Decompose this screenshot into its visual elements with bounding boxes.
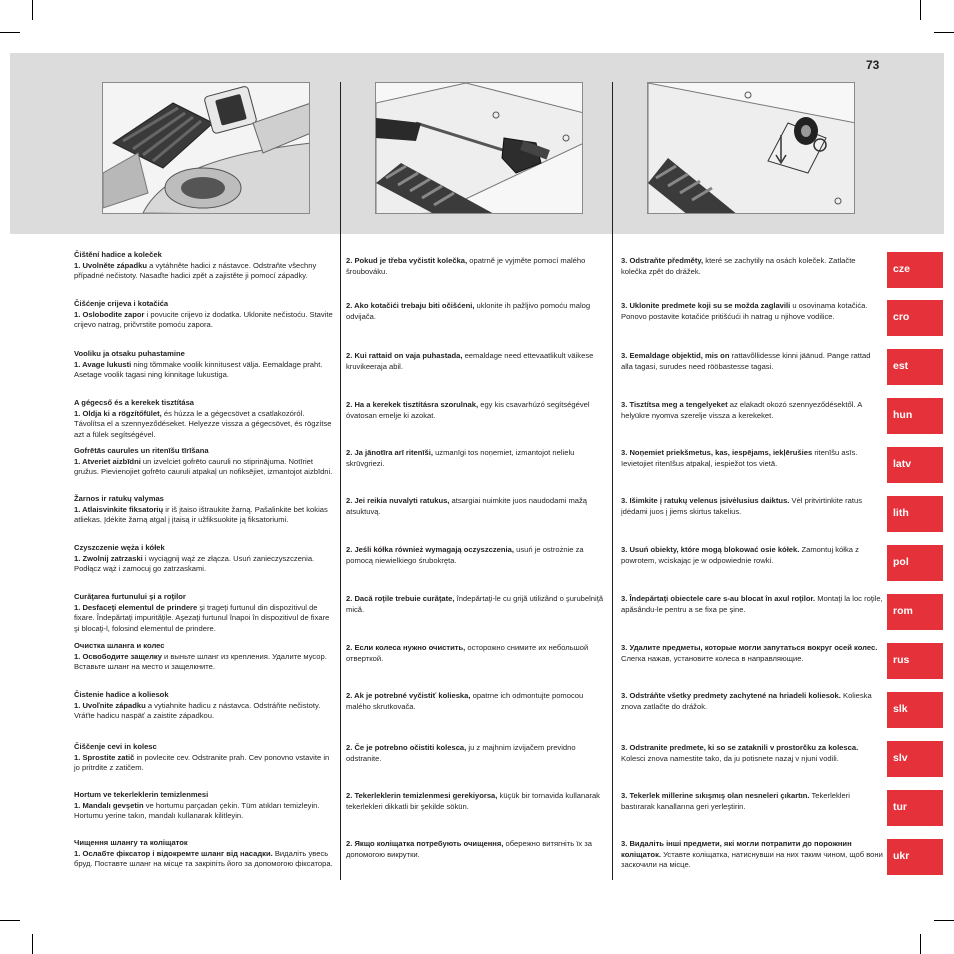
section-title: Gofrētās caurules un ritenīšu tīrīšana xyxy=(74,446,209,455)
instruction-block-rom xyxy=(346,594,608,615)
step-text: şi trageţi furtunul din dispozitivul de fixare. Îndepărtaţi impurităţile. Aşezaţi furtunul înapoi în dispozitivul de fixare şi blocaţi-l, folosind elementul de prindere. xyxy=(74,602,330,633)
instruction-block-rus xyxy=(621,643,883,664)
step-lead: 2. Pokud je třeba vyčistit kolečka, xyxy=(346,256,468,265)
language-tab-lith: lith xyxy=(887,496,943,532)
instruction-block-cze xyxy=(74,250,336,282)
section-title: Чищення шлангу та коліщаток xyxy=(74,838,188,847)
illustration-hose-release xyxy=(102,82,310,214)
instruction-block-lith xyxy=(621,496,883,517)
step-lead: 2. Ha a kerekek tisztításra szorulnak, xyxy=(346,400,479,409)
step-text: az elakadt okozó szennyeződésektől. A helyükre nyomva szerelje vissza a kerekeket. xyxy=(621,400,862,420)
instruction-block-lith xyxy=(74,494,336,526)
crop-mark xyxy=(934,920,954,921)
step-text: Уставте коліщатка, натиснувши на них таким чином, щоб вони заскочили на місце. xyxy=(621,849,883,870)
instruction-block-cro xyxy=(621,301,883,322)
step-lead: 1. Desfaceţi elementul de prindere xyxy=(74,602,198,612)
step-lead: 3. Odstraňte předměty, xyxy=(621,256,704,265)
instruction-block-cro xyxy=(346,301,608,322)
step-text: usuń je ostrożnie za pomocą niewielkiego śrubokręta. xyxy=(346,545,584,565)
step-lead: 2. Ak je potrebné vyčistiť kolieska, xyxy=(346,691,471,700)
section-title: Curăţarea furtunului şi a roţilor xyxy=(74,592,186,601)
instruction-block-pol xyxy=(346,545,608,566)
step-text: rattavõllidesse kinni jäänud. Pange rattad alla tagasi, surudes need rööbastesse tagasi. xyxy=(621,351,871,371)
instruction-block-slv xyxy=(621,743,883,764)
step-lead: 2. Tekerleklerin temizlenmesi gerekiyorsa, xyxy=(346,791,498,800)
step-lead: 3. Usuń obiekty, które mogą blokować osie kółek. xyxy=(621,545,800,554)
instruction-block-latv xyxy=(74,446,336,478)
step-lead: 1. Oldja ki a rögzítőfület, xyxy=(74,408,162,418)
section-title: A gégecső és a kerekek tisztítása xyxy=(74,398,195,407)
column-divider xyxy=(340,82,341,880)
language-tab-tur: tur xyxy=(887,790,943,826)
section-title: Hortum ve tekerleklerin temizlenmesi xyxy=(74,790,209,799)
language-tab-slk: slk xyxy=(887,692,943,728)
instruction-block-latv xyxy=(346,448,608,469)
crop-mark xyxy=(920,0,921,20)
step-text: Слегка нажав, установите колеса в направляющие. xyxy=(621,653,804,663)
step-text: Tekerlekleri bastırarak kanallarına geri yerleştirin. xyxy=(621,791,850,811)
instruction-block-hun xyxy=(346,400,608,421)
language-tab-rom: rom xyxy=(887,594,943,630)
step-text: Zamontuj kółka z powrotem, wciskając je w odpowiednie rowki. xyxy=(621,545,859,565)
step-lead: 2. Jei reikia nuvalyti ratukus, xyxy=(346,496,450,505)
section-title: Čišćenje crijeva i kotačića xyxy=(74,299,169,308)
step-text: un izvelciet gofrēto cauruli no stiprinājuma. Notīriet gružus. Pievienojiet gofrēto cauruli atpakaļ un nofiksējiet, izmantojot aizbīdni. xyxy=(74,456,333,477)
step-lead: 2. Dacă roţile trebuie curăţate, xyxy=(346,594,455,603)
crop-mark xyxy=(32,934,33,954)
section-title: Čistenie hadice a koliesok xyxy=(74,690,169,699)
step-text: egy kis csavarhúzó segítségével óvatosan emelje ki azokat. xyxy=(346,400,590,420)
step-lead: 2. Jeśli kółka również wymagają oczyszczenia, xyxy=(346,545,514,554)
section-title: Vooliku ja otsaku puhastamine xyxy=(74,349,185,358)
page-number: 73 xyxy=(866,58,880,72)
step-text: a vytáhněte hadici z nástavce. Odstraňte všechny případné nečistoty. Nasaďte hadici zpět a zajistěte ji pomocí západky. xyxy=(74,260,317,281)
step-text: Vėl pritvirtinkite ratus įdėdami juos į jiems skirtus takelius. xyxy=(621,496,862,516)
step-lead: 3. Tekerlek millerine sıkışmış olan nesneleri çıkartın. xyxy=(621,791,810,800)
step-lead: 3. Eemaldage objektid, mis on xyxy=(621,351,730,360)
instruction-block-slv xyxy=(346,743,608,764)
step-text: opatrně je vyjměte pomocí malého šroubováku. xyxy=(346,256,586,276)
step-text: Kolesci znova namestite tako, da ju potisnete nazaj v njuni vodili. xyxy=(621,753,839,763)
step-lead: 3. Odstráňte všetky predmety zachytené na hriadeli koliesok. xyxy=(621,691,841,700)
instruction-block-cro xyxy=(74,299,336,331)
instruction-block-rus xyxy=(74,641,336,673)
step-lead: 3. Удалите предметы, которые могли запутаться вокруг осей колес. xyxy=(621,643,878,652)
language-tab-hun: hun xyxy=(887,398,943,434)
step-lead: 3. Noņemiet priekšmetus, kas, iespējams, iekļērušies xyxy=(621,448,813,457)
step-text: uklonite ih pažljivo pomoću malog odvijača. xyxy=(346,301,591,321)
step-text: uzmanīgi tos noņemiet, izmantojot nelielu skrūvgriezi. xyxy=(346,448,575,468)
language-tab-slv: slv xyxy=(887,741,943,777)
column-divider xyxy=(612,82,613,880)
step-text: opatrne ich odmontujte pomocou malého skrutkovača. xyxy=(346,691,584,711)
step-text: küçük bir tornavida kullanarak tekerlekleri dikkatli bir şekilde sökün. xyxy=(346,791,600,811)
step-lead: 2. Če je potrebno očistiti kolesca, xyxy=(346,743,467,752)
instruction-block-slk xyxy=(346,691,608,712)
step-text: осторожно снимите их небольшой отверткой. xyxy=(346,643,589,663)
language-tab-rus: rus xyxy=(887,643,943,679)
step-lead: 1. Ослабте фіксатор і відокремте шланг від насадки. xyxy=(74,848,273,858)
instruction-block-tur xyxy=(346,791,608,812)
step-lead: 2. Ako kotačići trebaju biti očišćeni, xyxy=(346,301,475,310)
step-text: ritenīšu asīs. Ievietojiet ritenīšus atpakaļ, iespiežot tos vietā. xyxy=(621,448,858,468)
step-text: eemaldage need ettevaatlikult väikese kruvikeeraja abil. xyxy=(346,351,594,371)
crop-mark xyxy=(934,32,954,33)
step-lead: 1. Uvolněte západku xyxy=(74,260,148,270)
instruction-block-tur xyxy=(621,791,883,812)
instruction-block-rom xyxy=(74,592,336,634)
section-title: Čiščenje cevi in kolesc xyxy=(74,742,157,751)
instruction-block-rus xyxy=(346,643,608,664)
step-lead: 1. Uvoľnite západku xyxy=(74,700,146,710)
step-text: Kolieska znova zatlačte do drážok. xyxy=(621,691,872,711)
language-tab-cze: cze xyxy=(887,252,943,288)
section-title: Žarnos ir ratukų valymas xyxy=(74,494,164,503)
language-tab-pol: pol xyxy=(887,545,943,581)
section-title: Очистка шланга и колес xyxy=(74,641,165,650)
instruction-block-ukr xyxy=(74,838,336,870)
step-text: atsargiai nuimkite juos naudodami mažą atsuktuvą. xyxy=(346,496,588,516)
step-lead: 2. Якщо коліщатка потребують очищення, xyxy=(346,839,504,848)
instruction-block-est xyxy=(621,351,883,372)
step-lead: 1. Atlaisvinkite fiksatorių xyxy=(74,504,164,514)
step-text: ve hortumu parçadan çekin. Tüm atıkları temizleyin. Hortumu yerine takın, mandalı kullanarak kilitleyin. xyxy=(74,800,320,821)
step-text: in povlecite cev. Odstranite prah. Cev ponovno vstavite in jo pritrdite z zatičem. xyxy=(74,752,330,773)
instruction-block-tur xyxy=(74,790,336,822)
crop-mark xyxy=(0,32,20,33)
step-lead: 3. Îndepărtaţi obiectele care s-au blocat în axul roţilor. xyxy=(621,594,816,603)
language-tab-latv: latv xyxy=(887,447,943,483)
language-tab-ukr: ukr xyxy=(887,839,943,875)
instruction-block-ukr xyxy=(621,839,883,871)
step-text: Montaţi la loc roţile, apăsându-le pentru a se fixa pe şine. xyxy=(621,594,883,614)
step-lead: 3. Tisztítsa meg a tengelyeket xyxy=(621,400,728,409)
step-lead: 3. Išimkite į ratukų velenus įsivėlusius daiktus. xyxy=(621,496,790,505)
step-text: i povucite crijevo iz dodatka. Uklonite nečistoću. Stavite crijevo natrag, pričvrstite pomoću zapora. xyxy=(74,309,333,330)
step-lead: 1. Освободите защелку xyxy=(74,651,162,661)
instruction-block-cze xyxy=(346,256,608,277)
step-text: které se zachytily na osách koleček. Zatlačte kolečka zpět do drážek. xyxy=(621,256,856,276)
instruction-block-slv xyxy=(74,742,336,774)
step-lead: 1. Zwolnij zatrzaski xyxy=(74,553,143,563)
step-text: és húzza le a gégecsövet a csatlakozóról. Távolítsa el a szennyeződéseket. Helyezze vissza a gégecsövet, és rögzítse azt a fülek segítségével. xyxy=(74,408,332,439)
section-title: Čištění hadice a koleček xyxy=(74,250,162,259)
step-lead: 1. Sprostite zatič xyxy=(74,752,135,762)
step-text: и выньте шланг из крепления. Удалите мусор. Вставьте шланг на место и защелкните. xyxy=(74,651,327,672)
step-lead: 1. Atveriet aizbīdni xyxy=(74,456,141,466)
crop-mark xyxy=(920,934,921,954)
language-tab-est: est xyxy=(887,349,943,385)
step-lead: 2. Ja jānotīra arī ritenīši, xyxy=(346,448,433,457)
instruction-block-hun xyxy=(74,398,336,440)
instruction-block-pol xyxy=(74,543,336,575)
instruction-block-est xyxy=(74,349,336,381)
illustration-screwdriver-wheel xyxy=(375,82,583,214)
step-lead: 3. Видаліть інші предмети, які могли потрапити до порожнин коліщаток. xyxy=(621,839,852,859)
section-title: Czyszczenie węża i kółek xyxy=(74,543,165,552)
step-text: u osovinama kotačića. Ponovo postavite kotačiće pritišćući ih natrag u njihove vodilice. xyxy=(621,301,868,321)
step-lead: 2. Если колеса нужно очистить, xyxy=(346,643,466,652)
step-lead: 1. Avage lukusti xyxy=(74,359,132,369)
step-text: i wyciągnij wąż ze złącza. Usuń zanieczyszczenia. Podłącz wąż i zamocuj go zatrzaskami. xyxy=(74,553,315,574)
step-lead: 3. Odstranite predmete, ki so se zataknili v prostorčku za kolesca. xyxy=(621,743,859,752)
instruction-block-rom xyxy=(621,594,883,615)
instruction-block-lith xyxy=(346,496,608,517)
step-text: Видаліть увесь бруд. Поставте шланг на місце та закріпіть його за допомогою фіксатора. xyxy=(74,848,333,869)
instruction-block-pol xyxy=(621,545,883,566)
illustration-wheel-removal xyxy=(647,82,855,214)
step-text: ir iš įtaiso ištraukite žarną. Pašalinkite bet kokias atliekas. Įdėkite žarną atgal į įtaisą ir užfiksuokite ją fiksatoriumi. xyxy=(74,504,328,525)
step-lead: 2. Kui rattaid on vaja puhastada, xyxy=(346,351,463,360)
instruction-block-ukr xyxy=(346,839,608,860)
step-text: ju z majhnim izvijačem previdno odstranite. xyxy=(346,743,576,763)
instruction-block-est xyxy=(346,351,608,372)
step-text: ning tõmmake voolik kinnitusest välja. Eemaldage praht. Asetage voolik tagasi ning kinnitage lukustiga. xyxy=(74,359,323,380)
instruction-block-slk xyxy=(621,691,883,712)
step-lead: 3. Uklonite predmete koji su se možda zaglavili xyxy=(621,301,791,310)
crop-mark xyxy=(32,0,33,20)
step-text: îndepărtaţi-le cu grijă utilizând o şurubelniţă mică. xyxy=(346,594,604,614)
step-text: a vytiahnite hadicu z nástavca. Odstráňte nečistoty. Vráťte hadicu naspäť a zaistite západkou. xyxy=(74,700,321,721)
step-lead: 1. Oslobodite zapor xyxy=(74,309,145,319)
language-tab-cro: cro xyxy=(887,300,943,336)
instruction-block-hun xyxy=(621,400,883,421)
step-lead: 1. Mandalı gevşetin xyxy=(74,800,144,810)
crop-mark xyxy=(0,920,20,921)
instruction-block-latv xyxy=(621,448,883,469)
step-text: обережно витягніть їх за допомогою викрутки. xyxy=(346,839,592,859)
instruction-block-cze xyxy=(621,256,883,277)
instruction-block-slk xyxy=(74,690,336,722)
